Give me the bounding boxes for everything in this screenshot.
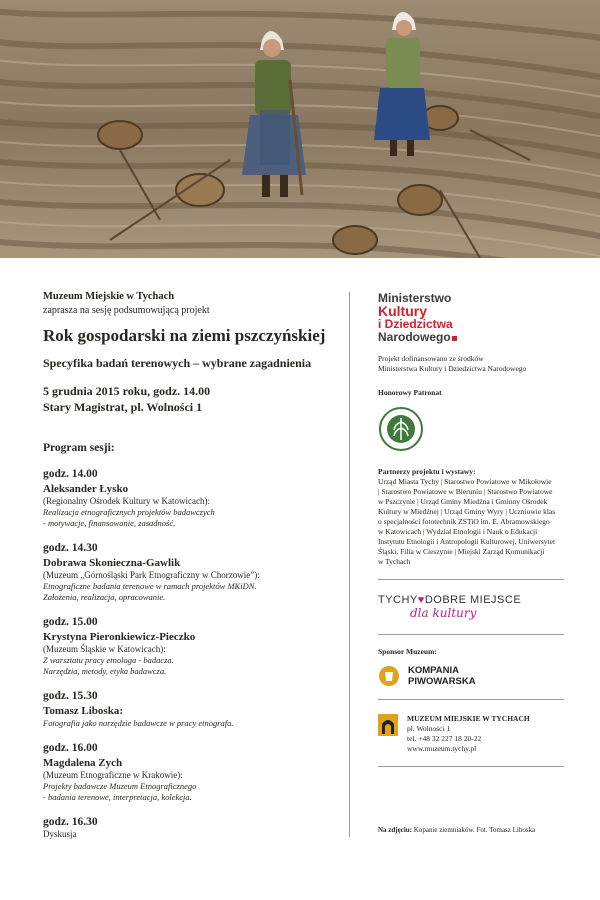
header-photo (0, 0, 600, 258)
event-subtitle: Specyfika badań terenowych – wybrane zagadnienia (43, 356, 312, 370)
session-time: godz. 15.00 (43, 616, 98, 628)
discussion-label: Dyskusja (43, 829, 77, 839)
patronage-label: Honorowy Patronat (378, 388, 442, 397)
ministry-logo-line2: Kultury (378, 303, 427, 319)
caption-text: Kopanie ziemniaków. Fot. Tomasz Liboska (412, 826, 536, 834)
program-session-discussion (43, 815, 333, 840)
session-topic: Z warsztatu pracy etnologa - badacza. (43, 655, 174, 665)
session-speaker: Tomasz Liboska: (43, 705, 123, 717)
event-info (43, 290, 333, 840)
sponsors-column (378, 292, 568, 767)
patronage-seal-icon (378, 406, 568, 457)
separator (378, 766, 564, 767)
tychy-logo-slogan: DOBRE MIEJSCE (424, 594, 522, 606)
session-time: godz. 16.30 (43, 816, 98, 828)
event-date: 5 grudnia 2015 roku, godz. 14.00 (43, 384, 211, 398)
session-topic-cont: Narzędzia, metody, etyka badawcza. (43, 666, 167, 676)
ministry-logo-line4: Narodowego (378, 330, 451, 344)
sponsor-name-line1: KOMPANIA (408, 665, 460, 676)
partners-line: w Tychach (378, 557, 411, 566)
event-title: Rok gospodarski na ziemi pszczyńskiej (43, 326, 326, 345)
event-place: Stary Magistrat, pl. Wolności 1 (43, 400, 203, 414)
museum-name: MUZEUM MIEJSKIE W TYCHACH (407, 714, 530, 723)
session-speaker: Krystyna Pieronkiewicz-Pieczko (43, 631, 196, 643)
partners-line: w Pszczynie | Urząd Gminy Miedźna i Gminny Ośrodek (378, 497, 548, 506)
partners-line: Urząd Miasta Tychy | Starostwo Powiatowe w Mikołowie (378, 477, 552, 486)
session-topic-cont: - motywacje, finansowanie, zasadność. (43, 518, 176, 528)
program-session (43, 741, 333, 803)
logo-dot-icon (452, 336, 457, 341)
invitation-text: zaprasza na sesję podsumowującą projekt (43, 305, 210, 316)
sponsor-name-line2: PIWOWARSKA (408, 676, 476, 687)
session-topic-cont: Założenia, realizacja, opracowanie. (43, 592, 166, 602)
caption-label: Na zdjęciu: (378, 826, 413, 834)
program-session (43, 467, 333, 529)
partners-line: w Katowicach | Wydział Etnologii i Nauk o Edukacji (378, 527, 538, 536)
ministry-logo (378, 292, 568, 344)
session-speaker: Aleksander Łysko (43, 483, 129, 495)
ministry-logo-line3: i Dziedzictwa (378, 317, 453, 331)
separator (378, 699, 564, 700)
separator (378, 579, 564, 580)
column-divider (349, 292, 350, 837)
museum-address: pl. Wolności 1 (407, 724, 451, 733)
session-topic: Projekty badawcze Muzeum Etnograficznego (43, 781, 197, 791)
session-affiliation: (Muzeum Etnograficzne w Krakowie): (43, 770, 183, 780)
partners-line: o specjalności fototechnik ZSTiO im. E. Abramowskiego (378, 517, 550, 526)
session-time: godz. 14.00 (43, 468, 98, 480)
program-session (43, 615, 333, 677)
sponsor-logo (378, 665, 568, 687)
partners-line: Instytutu Etnologii i Antropologii Kulturowej, Uniwersytet (378, 537, 556, 546)
cofinance-line1: Projekt dofinansowano ze środków (378, 354, 484, 363)
session-affiliation: (Regionalny Ośrodek Kultury w Katowicach): (43, 496, 210, 506)
session-topic: Etnograficzne badania terenowe w ramach projektów MKiDN. (43, 581, 257, 591)
session-topic: Fotografia jako narzędzie badawcze w pracy etnografa. (43, 718, 234, 728)
sponsor-label: Sponsor Muzeum: (378, 647, 437, 656)
partners-line: Kultury w Miedźnej | Urząd Gminy Wyry | Uczniowie klas (378, 507, 556, 516)
museum-phone: tel. +48 32 227 18 20-22 (407, 734, 482, 743)
tychy-logo (378, 594, 568, 620)
program-session (43, 541, 333, 603)
museum-contact (378, 714, 568, 754)
session-time: godz. 15.30 (43, 690, 98, 702)
partners-line: | Starostwo Powiatowe w Bieruniu | Starostwo Powiatowe (378, 487, 553, 496)
photo-caption (378, 826, 535, 834)
museum-logo-icon (378, 714, 398, 736)
session-time: godz. 14.30 (43, 542, 98, 554)
heart-icon: ♥ (417, 594, 425, 606)
partners-list (378, 477, 568, 567)
session-affiliation: (Muzeum Śląskie w Katowicach): (43, 644, 166, 654)
separator (378, 634, 564, 635)
kompania-crest-icon (378, 665, 400, 687)
ministry-logo-line1: Ministerstwo (378, 291, 452, 305)
organizer: Muzeum Miejskie w Tychach (43, 291, 175, 302)
partners-line: Śląski, Filia w Cieszynie | Miejski Zarząd Komunikacji (378, 547, 545, 556)
session-time: godz. 16.00 (43, 742, 98, 754)
program-session (43, 689, 333, 729)
tychy-logo-sub: dla kultury (410, 606, 477, 620)
session-topic: Realizacja etnograficznych projektów badawczych (43, 507, 215, 517)
museum-website: www.muzeum.tychy.pl (407, 744, 477, 753)
program-heading: Program sesji: (43, 442, 115, 454)
session-topic-cont: - badania terenowe, interpretacja, kolekcja. (43, 792, 192, 802)
session-speaker: Dobrawa Skonieczna-Gawlik (43, 557, 181, 569)
tychy-logo-city: TYCHY (378, 594, 418, 606)
partners-label: Partnerzy projektu i wystawy: (378, 467, 476, 476)
session-affiliation: (Muzeum „Górnośląski Park Etnograficzny w Chorzowie”): (43, 570, 260, 580)
session-speaker: Magdalena Zych (43, 757, 123, 769)
cofinance-line2: Ministerstwa Kultury i Dziedzictwa Narodowego (378, 364, 527, 373)
field-photo (0, 0, 600, 258)
